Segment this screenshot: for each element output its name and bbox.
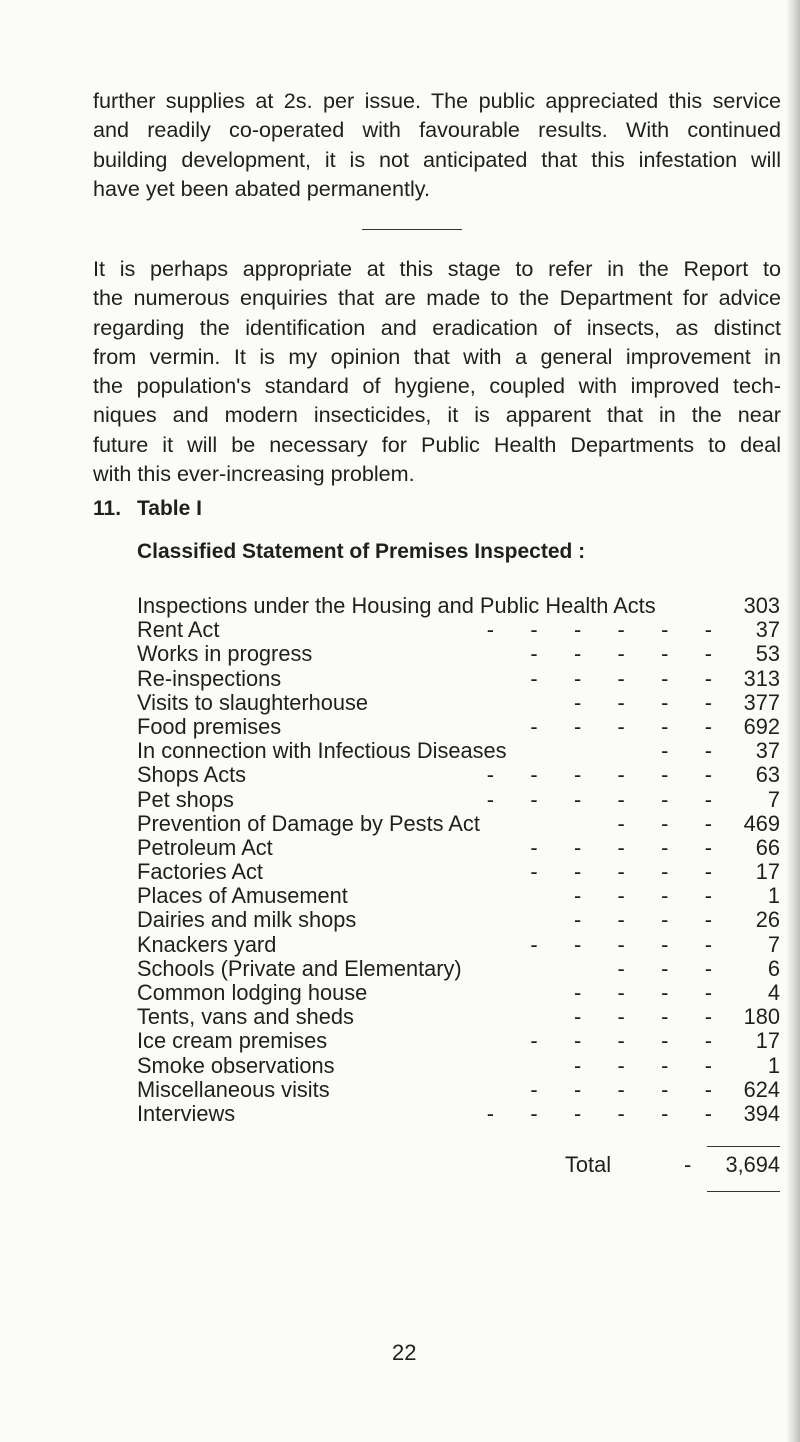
row-leader-dashes: - - - - <box>573 907 712 933</box>
paragraph-line: the numerous enquiries that are made to the Department for advice <box>93 285 781 311</box>
table-row <box>137 836 780 860</box>
paragraph-line: and readily co-operated with favourable results. With continued <box>93 117 781 143</box>
paragraph-line: regarding the identification and eradication of insects, as distinct <box>93 314 781 340</box>
table-row <box>137 981 780 1005</box>
paragraph-line: niques and modern insecticides, it is apparent that in the near <box>93 402 781 428</box>
row-leader-dashes: - - - - - <box>530 641 712 667</box>
row-value: 7 <box>767 786 780 812</box>
row-value: 17 <box>755 1028 780 1054</box>
row-value: 6 <box>767 955 780 981</box>
table-row <box>137 594 780 618</box>
row-leader-dashes: - - - - - <box>530 931 712 957</box>
row-label: Smoke observations <box>137 1052 335 1078</box>
paragraph-line: building development, it is not anticipated that this infestation will <box>93 146 781 172</box>
total-rule-top <box>707 1146 780 1147</box>
row-label: Prevention of Damage by Pests Act <box>137 810 480 836</box>
row-label: Miscellaneous visits <box>137 1076 330 1102</box>
row-leader-dashes: - - - - - <box>530 713 712 739</box>
table-row <box>137 1102 780 1126</box>
row-label: Schools (Private and Elementary) <box>137 955 462 981</box>
row-leader-dashes: - - - <box>617 810 712 836</box>
table-row <box>137 957 780 981</box>
table-title: Table I <box>137 497 202 520</box>
table-row <box>137 908 780 932</box>
row-label: Food premises <box>137 713 282 739</box>
row-value: 7 <box>767 931 780 957</box>
row-value: 53 <box>755 641 780 667</box>
paragraph-line: It is perhaps appropriate at this stage to refer in the Report to <box>93 256 781 281</box>
paragraph-line: with this ever-increasing problem. <box>93 461 415 487</box>
row-leader-dashes: - - - - <box>573 980 712 1005</box>
row-label: Factories Act <box>137 859 263 885</box>
table-row <box>137 1078 780 1102</box>
table-row <box>137 1054 780 1078</box>
table-row <box>137 933 780 957</box>
row-value: 26 <box>755 907 780 933</box>
table-row <box>137 642 780 666</box>
row-value: 624 <box>743 1076 780 1102</box>
row-leader-dashes: - - - - <box>573 689 712 715</box>
row-value: 37 <box>755 738 780 764</box>
row-leader-dashes: - - - - - <box>530 859 712 885</box>
total-value: 3,694 <box>725 1152 780 1177</box>
row-label: In connection with Infectious Diseases <box>137 738 507 764</box>
paragraph-line: from vermin. It is my opinion that with a general improvement in <box>93 343 781 369</box>
row-leader-dashes: - - - - - <box>530 834 712 860</box>
row-label: Places of Amusement <box>137 883 348 909</box>
section-separator <box>362 229 462 230</box>
paragraph-line: the population's standard of hygiene, coupled with improved tech- <box>93 373 781 399</box>
row-value: 313 <box>743 665 780 691</box>
row-label: Knackers yard <box>137 931 277 957</box>
row-value: 180 <box>743 1004 780 1030</box>
row-value: 1 <box>767 1052 780 1078</box>
table-row <box>137 763 780 787</box>
total-label: Total <box>565 1152 612 1177</box>
row-label: Common lodging house <box>137 980 368 1005</box>
row-label: Shops Acts <box>137 762 247 788</box>
total-rule-bottom <box>707 1191 780 1192</box>
row-leader-dashes: - - - - - - <box>486 1100 712 1126</box>
row-value: 394 <box>743 1100 780 1126</box>
row-label: Ice cream premises <box>137 1028 328 1054</box>
paragraph-line: further supplies at 2s. per issue. The public appreciated this service <box>93 88 781 113</box>
table-row <box>137 788 780 812</box>
row-value: 37 <box>755 617 780 643</box>
page-number: 22 <box>392 1340 417 1365</box>
table-row <box>137 1005 780 1029</box>
total-dash: - <box>684 1152 692 1177</box>
table-row <box>137 691 780 715</box>
row-leader-dashes: - - - - - - <box>486 617 712 643</box>
row-value: 63 <box>755 762 780 788</box>
row-leader-dashes: - - - - <box>573 1004 712 1030</box>
table-row <box>137 1029 780 1053</box>
paragraph-1 <box>93 86 781 203</box>
table-row <box>137 667 780 691</box>
table-row <box>137 618 780 642</box>
row-label: Dairies and milk shops <box>137 907 357 933</box>
row-label: Visits to slaughterhouse <box>137 689 369 715</box>
row-label: Inspections under the Housing and Public Health Acts <box>137 593 656 618</box>
row-leader-dashes: - - - - - <box>530 1028 712 1054</box>
row-leader-dashes: - - - <box>617 955 712 981</box>
row-value: 303 <box>743 593 780 618</box>
row-label: Pet shops <box>137 786 234 812</box>
row-leader-dashes: - - - - - - <box>486 762 712 788</box>
row-leader-dashes: - - <box>661 738 712 764</box>
row-label: Petroleum Act <box>137 834 273 860</box>
row-label: Rent Act <box>137 617 220 643</box>
table-subheading: Classified Statement of Premises Inspected : <box>137 540 586 563</box>
row-label: Tents, vans and sheds <box>137 1004 354 1030</box>
row-value: 377 <box>743 689 780 715</box>
table-row <box>137 860 780 884</box>
paragraph-line: future it will be necessary for Public Health Departments to deal <box>93 431 781 457</box>
table-row <box>137 739 780 763</box>
row-value: 17 <box>755 859 780 885</box>
row-value: 4 <box>767 980 780 1005</box>
row-leader-dashes: - - - - <box>573 1052 712 1078</box>
premises-inspected-table <box>137 594 780 1126</box>
section-number: 11. <box>93 497 122 520</box>
table-row <box>137 812 780 836</box>
row-value: 469 <box>743 810 780 836</box>
table-row <box>137 715 780 739</box>
row-leader-dashes: - - - - - <box>530 1076 712 1102</box>
row-label: Re-inspections <box>137 665 282 691</box>
page-edge-shadow <box>786 0 800 1442</box>
paragraph-line: have yet been abated permanently. <box>93 175 430 201</box>
row-value: 1 <box>767 883 780 909</box>
row-label: Interviews <box>137 1100 236 1126</box>
row-leader-dashes: - - - - <box>573 883 712 909</box>
table-row <box>137 884 780 908</box>
row-leader-dashes: - - - - - <box>530 665 712 691</box>
row-value: 692 <box>743 713 780 739</box>
row-leader-dashes: - - - - - - <box>486 786 712 812</box>
row-label: Works in progress <box>137 641 313 667</box>
row-value: 66 <box>755 834 780 860</box>
paragraph-2 <box>93 254 781 488</box>
